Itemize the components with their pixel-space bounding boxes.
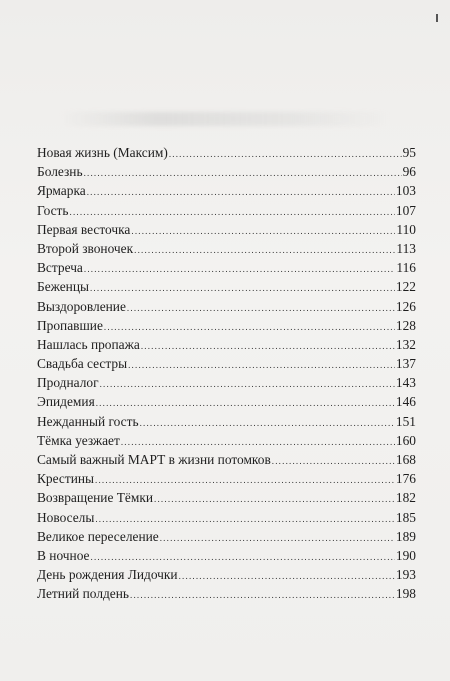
toc-entry-page: 126 xyxy=(395,298,416,314)
toc-entry xyxy=(37,565,416,584)
dot-leader xyxy=(100,375,395,394)
toc-entry xyxy=(37,508,416,527)
page-corner-mark xyxy=(436,14,438,22)
toc-entry-title: Новоселы xyxy=(37,509,95,525)
dot-leader xyxy=(130,586,395,605)
dot-leader xyxy=(131,222,395,241)
dot-leader xyxy=(90,279,395,298)
dot-leader xyxy=(127,299,395,318)
toc-entry-page: 110 xyxy=(396,221,416,237)
toc-entry xyxy=(37,297,416,316)
toc-entry-title: Гость xyxy=(37,202,69,218)
toc-entry xyxy=(37,181,416,200)
toc-entry-page: 185 xyxy=(395,509,416,525)
toc-entry xyxy=(37,258,416,277)
toc-entry-page: 146 xyxy=(395,394,416,410)
toc-entry xyxy=(37,527,416,546)
toc-entry xyxy=(37,162,416,181)
toc-entry-page: 95 xyxy=(402,145,416,160)
dot-leader xyxy=(179,567,395,586)
toc-entry-page: 160 xyxy=(395,432,416,448)
table-of-contents xyxy=(37,143,416,604)
toc-entry xyxy=(37,412,416,431)
toc-entry-title: Беженцы xyxy=(37,279,89,295)
toc-entry-page: 168 xyxy=(395,452,416,467)
toc-entry-page: 190 xyxy=(395,547,416,563)
toc-entry xyxy=(37,450,416,469)
toc-entry xyxy=(37,220,416,239)
toc-entry-page: 137 xyxy=(395,356,416,372)
toc-entry-title: Нашлась пропажа xyxy=(37,336,140,352)
toc-entry-page: 193 xyxy=(395,567,416,583)
toc-entry-page: 128 xyxy=(395,317,416,333)
toc-entry-title: Пропавшие xyxy=(37,317,103,333)
toc-entry-page: 198 xyxy=(395,586,416,602)
toc-entry xyxy=(37,316,416,335)
toc-entry xyxy=(37,392,416,411)
toc-entry-page: 116 xyxy=(396,260,416,276)
toc-entry xyxy=(37,373,416,392)
toc-entry-title: Нежданный гость xyxy=(37,413,139,429)
toc-entry xyxy=(37,469,416,488)
toc-entry xyxy=(37,335,416,354)
toc-entry-page: 189 xyxy=(395,528,416,544)
toc-entry-title: Выздоровление xyxy=(37,298,126,314)
toc-entry xyxy=(37,354,416,373)
toc-entry xyxy=(37,488,416,507)
dot-leader xyxy=(140,414,395,433)
toc-entry-title: Второй звоночек xyxy=(37,240,134,256)
dot-leader xyxy=(134,241,395,260)
toc-entry xyxy=(37,584,416,603)
dot-leader xyxy=(160,529,395,548)
toc-entry-page: 107 xyxy=(395,202,416,218)
dot-leader xyxy=(272,452,395,471)
toc-entry-title: В ночное xyxy=(37,547,90,563)
toc-entry-page: 132 xyxy=(395,336,416,352)
toc-entry-page: 182 xyxy=(395,490,416,506)
toc-entry-title: Великое переселение xyxy=(37,528,159,544)
toc-entry-title: Новая жизнь (Максим) xyxy=(37,145,168,160)
toc-entry-title: Свадьба сестры xyxy=(37,356,128,372)
toc-entry-page: 96 xyxy=(402,164,416,180)
toc-entry xyxy=(37,239,416,258)
dot-leader xyxy=(96,394,395,413)
toc-entry-title: Ярмарка xyxy=(37,183,86,199)
toc-entry-title: Первая весточка xyxy=(37,221,131,237)
toc-entry xyxy=(37,143,416,162)
toc-entry-title: Эпидемия xyxy=(37,394,95,410)
dot-leader xyxy=(154,490,395,509)
toc-entry-page: 176 xyxy=(395,471,416,487)
toc-entry-title: Продналог xyxy=(37,375,99,391)
toc-entry xyxy=(37,431,416,450)
dot-leader xyxy=(141,337,395,356)
toc-entry-page: 113 xyxy=(396,240,416,256)
toc-entry-title: Тёмка уезжает xyxy=(37,432,120,448)
toc-entry-title: Летний полдень xyxy=(37,586,130,602)
dot-leader xyxy=(84,260,396,279)
toc-entry-page: 122 xyxy=(395,279,416,295)
dot-leader xyxy=(84,164,402,183)
toc-entry xyxy=(37,546,416,565)
toc-entry-title: Встреча xyxy=(37,260,83,276)
toc-entry-title: Болезнь xyxy=(37,164,83,180)
dot-leader xyxy=(169,145,402,164)
show-through-text xyxy=(60,112,390,126)
toc-entry xyxy=(37,201,416,220)
dot-leader xyxy=(104,318,395,337)
toc-entry-page: 103 xyxy=(395,183,416,199)
dot-leader xyxy=(87,183,395,202)
toc-entry-page: 143 xyxy=(395,375,416,391)
toc-entry-title: Возвращение Тёмки xyxy=(37,490,154,506)
dot-leader xyxy=(128,356,395,375)
toc-entry-title: Крестины xyxy=(37,471,95,487)
toc-entry-page: 151 xyxy=(395,413,416,429)
toc-entry xyxy=(37,277,416,296)
toc-entry-title: День рождения Лидочки xyxy=(37,567,178,583)
toc-entry-title: Самый важный МАРТ в жизни потомков xyxy=(37,452,271,467)
